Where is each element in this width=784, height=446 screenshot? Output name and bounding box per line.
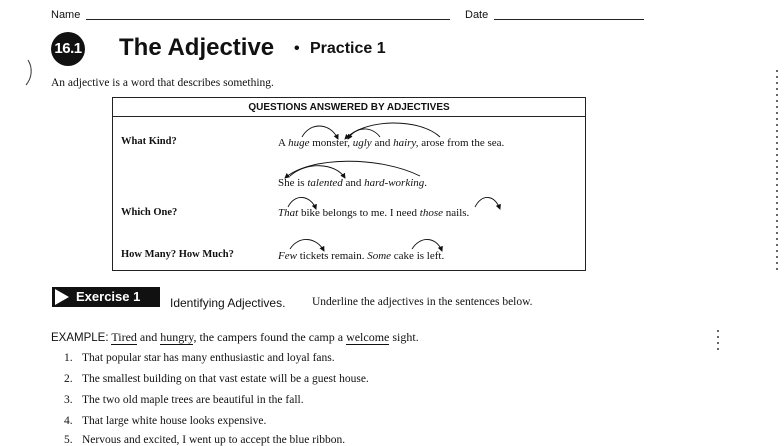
arrow-those-nails <box>475 197 500 209</box>
intro-text: An adjective is a word that describes something. <box>51 77 274 89</box>
exercise-item: 5. Nervous and excited, I went up to accept the blue ribbon. <box>64 434 346 446</box>
exercise-instruction: Underline the adjectives in the sentences below. <box>312 296 533 308</box>
arrow-hairy-monster <box>345 123 440 139</box>
scan-dots-right <box>776 70 778 270</box>
arrow-ugly-monster <box>348 129 380 139</box>
page-title: The Adjective <box>119 34 275 61</box>
row-label-which-one: Which One? <box>121 207 178 218</box>
table-heading: QUESTIONS ANSWERED BY ADJECTIVES <box>113 98 585 117</box>
arrow-some-cake <box>412 239 442 251</box>
exercise-heading: Identifying Adjectives. <box>170 296 286 310</box>
example-sentence-which-one: That bike belongs to me. I need those nails. <box>278 207 470 219</box>
play-triangle-icon <box>52 287 72 307</box>
exercise-item: 3. The two old maple trees are beautiful in the fall. <box>64 394 304 406</box>
scan-mark <box>20 58 34 88</box>
exercise-item: 1. That popular star has many enthusiastic and loyal fans. <box>64 352 335 364</box>
exercise-item: 4. That large white house looks expensive. <box>64 415 267 427</box>
arrow-hardworking-she <box>285 161 420 178</box>
example-line: EXAMPLE: Tired and hungry, the campers found the camp a welcome sight. <box>51 330 419 344</box>
exercise-item: 2. The smallest building on that vast estate will be a guest house. <box>64 373 369 385</box>
arrow-that-bike <box>288 197 316 209</box>
section-number-badge: 16.1 <box>51 32 85 66</box>
arrow-huge-monster <box>302 126 338 139</box>
exercise-banner <box>52 287 160 307</box>
row-label-how-many: How Many? How Much? <box>121 249 234 260</box>
date-label: Date <box>465 9 489 21</box>
row-label-what-kind: What Kind? <box>121 136 177 147</box>
arrow-talented-she <box>290 166 345 178</box>
name-label: Name <box>51 9 81 21</box>
example-sentence-what-kind: A huge monster, ugly and hairy, arose from the sea. <box>278 137 505 149</box>
exercise-label: Exercise 1 <box>76 289 141 304</box>
scan-dots-mid <box>717 330 719 352</box>
title-bullet: • <box>294 40 300 57</box>
page-subtitle: Practice 1 <box>310 40 386 57</box>
example-sentence-predicate: She is talented and hard-working. <box>278 177 428 189</box>
arrow-few-tickets <box>290 239 324 251</box>
example-sentence-how-many: Few tickets remain. Some cake is left. <box>278 250 445 262</box>
